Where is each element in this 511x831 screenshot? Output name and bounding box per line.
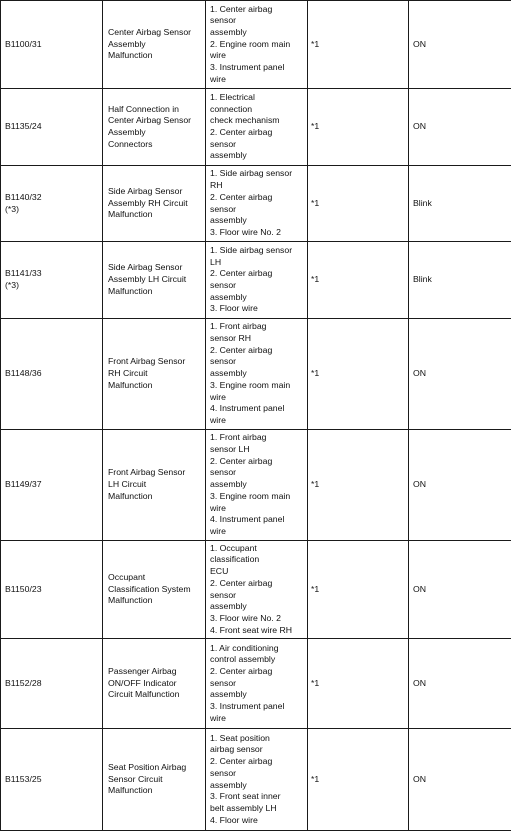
trouble-area-line: 2. Center airbag — [210, 577, 273, 588]
trouble-area-line: sensor — [210, 138, 237, 149]
detection-item-line: Malfunction — [108, 285, 153, 296]
trouble-area-line: 2. Center airbag — [210, 344, 273, 355]
trouble-area-line: 2. Center airbag — [210, 268, 273, 279]
trouble-area-line: 1. Front airbag — [210, 432, 267, 443]
trouble-area-line: assembly — [210, 689, 247, 700]
trouble-areas-cell — [206, 319, 308, 430]
trouble-area-line: belt assembly LH — [210, 802, 277, 813]
trouble-area-line: LH — [210, 256, 222, 267]
trouble-areas-cell — [206, 639, 308, 729]
trouble-area-line: airbag sensor — [210, 744, 263, 755]
trouble-area-line: sensor — [210, 15, 237, 26]
trouble-area-line: assembly — [210, 479, 247, 490]
detection-item-cell — [103, 1, 206, 89]
table-row — [1, 319, 511, 430]
trouble-area-line: 3. Front seat inner — [210, 791, 281, 802]
trouble-area-line: 3. Floor wire No. 2 — [210, 226, 281, 237]
memory-cell: *1 — [308, 166, 409, 242]
trouble-area-line: 1. Occupant — [210, 542, 257, 553]
detection-item-cell — [103, 166, 206, 242]
table-row — [1, 242, 511, 319]
trouble-area-line: 2. Center airbag — [210, 455, 273, 466]
detection-item-line: Malfunction — [108, 785, 153, 796]
trouble-area-line: wire — [210, 502, 226, 513]
detection-item-cell — [103, 541, 206, 639]
warning-light-cell: ON — [409, 1, 511, 89]
trouble-areas-cell — [206, 166, 308, 242]
dtc-code-cell — [1, 166, 103, 242]
dtc-code-cell — [1, 319, 103, 430]
detection-item-line: Center Airbag Sensor — [108, 26, 192, 37]
detection-item-cell — [103, 430, 206, 541]
dtc-code-line: B1135/24 — [5, 121, 42, 132]
detection-item-line: Half Connection in — [108, 103, 179, 114]
memory-cell: *1 — [308, 89, 409, 166]
detection-item-line: Occupant — [108, 571, 146, 582]
memory-cell: *1 — [308, 1, 409, 89]
trouble-area-line: 2. Center airbag — [210, 756, 273, 767]
dtc-code-line: B1149/37 — [5, 479, 42, 490]
detection-item-line: Assembly RH Circuit — [108, 197, 188, 208]
trouble-area-line: wire — [210, 73, 226, 84]
dtc-code-cell — [1, 430, 103, 541]
trouble-areas-cell — [206, 541, 308, 639]
detection-item-line: Malfunction — [108, 379, 153, 390]
memory-cell: *1 — [308, 541, 409, 639]
trouble-area-line: 1. Front airbag — [210, 321, 267, 332]
detection-item-line: Assembly — [108, 38, 146, 49]
trouble-area-line: 2. Center airbag — [210, 127, 273, 137]
trouble-area-line: sensor — [210, 356, 237, 367]
dtc-code-line: B1152/28 — [5, 677, 42, 688]
trouble-area-line: 2. Center airbag — [210, 191, 273, 202]
dtc-code-cell — [1, 1, 103, 89]
detection-item-line: Malfunction — [108, 50, 153, 61]
detection-item-line: Malfunction — [108, 595, 153, 606]
trouble-area-line: 1. Electrical — [210, 91, 255, 102]
trouble-area-line: 4. Instrument panel — [210, 514, 285, 525]
dtc-code-cell — [1, 242, 103, 319]
trouble-area-line: sensor LH — [210, 444, 250, 455]
detection-item-line: Malfunction — [108, 490, 153, 501]
trouble-areas-cell — [206, 1, 308, 89]
trouble-area-line: 2. Engine room main — [210, 38, 291, 49]
trouble-areas-cell — [206, 430, 308, 541]
trouble-area-line: assembly — [210, 368, 247, 379]
table-row — [1, 729, 511, 831]
trouble-area-line: wire — [210, 414, 226, 425]
trouble-area-line: 4. Front seat wire RH — [210, 624, 293, 635]
trouble-area-line: 1. Side airbag sensor — [210, 168, 293, 179]
trouble-area-line: assembly — [210, 26, 247, 37]
trouble-areas-cell — [206, 89, 308, 166]
trouble-area-line: 1. Side airbag sensor — [210, 244, 293, 255]
detection-item-cell — [103, 89, 206, 166]
warning-light-cell: ON — [409, 89, 511, 166]
warning-light-cell: ON — [409, 729, 511, 831]
detection-item-line: Front Airbag Sensor — [108, 467, 186, 478]
detection-item-line: Malfunction — [108, 209, 153, 220]
detection-item-line: Classification System — [108, 583, 191, 594]
warning-light-cell: Blink — [409, 166, 511, 242]
dtc-code-cell — [1, 89, 103, 166]
trouble-area-line: control assembly — [210, 654, 276, 665]
trouble-area-line: wire — [210, 712, 226, 723]
detection-item-cell — [103, 639, 206, 729]
dtc-code-line: B1153/25 — [5, 773, 42, 784]
trouble-area-line: wire — [210, 50, 226, 61]
trouble-area-line: sensor — [210, 677, 237, 688]
memory-cell: *1 — [308, 729, 409, 831]
memory-cell: *1 — [308, 242, 409, 319]
detection-item-line: RH Circuit — [108, 368, 148, 379]
table-row — [1, 430, 511, 541]
trouble-area-line: assembly — [210, 601, 247, 612]
dtc-code-cell — [1, 639, 103, 729]
trouble-area-line: 4. Instrument panel — [210, 403, 285, 414]
trouble-area-line: sensor — [210, 767, 237, 778]
detection-item-cell — [103, 242, 206, 319]
trouble-area-line: 3. Engine room main — [210, 490, 291, 501]
dtc-code-line: (*3) — [5, 203, 19, 214]
trouble-area-line: 1. Center airbag — [210, 3, 273, 14]
trouble-area-line: 1. Seat position — [210, 732, 270, 743]
detection-item-cell — [103, 319, 206, 430]
dtc-code-line: B1148/36 — [5, 368, 42, 379]
trouble-area-line: 3. Floor wire No. 2 — [210, 612, 281, 623]
detection-item-line: Front Airbag Sensor — [108, 356, 186, 367]
warning-light-cell: ON — [409, 541, 511, 639]
trouble-area-line: sensor — [210, 280, 237, 290]
table-row — [1, 1, 511, 89]
dtc-code-cell — [1, 541, 103, 639]
trouble-area-line: assembly — [210, 779, 247, 790]
trouble-area-line: 3. Floor wire — [210, 303, 258, 314]
trouble-area-line: 4. Floor wire — [210, 814, 258, 825]
trouble-area-line: check mechanism — [210, 115, 280, 126]
dtc-table-body — [1, 1, 511, 831]
trouble-area-line: classification — [210, 554, 260, 565]
trouble-area-line: wire — [210, 391, 226, 402]
trouble-area-line: 3. Engine room main — [210, 379, 291, 390]
warning-light-cell: Blink — [409, 242, 511, 319]
trouble-area-line: sensor RH — [210, 333, 252, 344]
detection-item-line: ON/OFF Indicator — [108, 677, 177, 688]
table-row — [1, 541, 511, 639]
memory-cell: *1 — [308, 430, 409, 541]
warning-light-cell: ON — [409, 430, 511, 541]
dtc-code-line: B1141/33 — [5, 268, 42, 279]
detection-item-line: Passenger Airbag — [108, 665, 177, 676]
trouble-area-line: assembly — [210, 150, 247, 161]
trouble-area-line: sensor — [210, 203, 237, 214]
warning-light-cell: ON — [409, 639, 511, 729]
trouble-area-line: 3. Instrument panel — [210, 701, 285, 712]
detection-item-line: Circuit Malfunction — [108, 689, 180, 700]
trouble-area-line: 2. Center airbag — [210, 665, 273, 676]
detection-item-line: Connectors — [108, 138, 153, 149]
detection-item-line: Side Airbag Sensor — [108, 185, 183, 196]
trouble-area-line: assembly — [210, 291, 247, 302]
trouble-area-line: sensor — [210, 589, 237, 600]
detection-item-cell — [103, 729, 206, 831]
trouble-area-line: 1. Air conditioning — [210, 642, 279, 653]
detection-item-line: Sensor Circuit — [108, 773, 163, 784]
table-row — [1, 89, 511, 166]
detection-item-line: Seat Position Airbag — [108, 761, 187, 772]
dtc-code-cell — [1, 729, 103, 831]
detection-item-line: Center Airbag Sensor — [108, 115, 192, 126]
detection-item-line: LH Circuit — [108, 479, 147, 490]
detection-item-line: Assembly LH Circuit — [108, 274, 187, 285]
trouble-area-line: wire — [210, 525, 226, 536]
trouble-areas-cell — [206, 242, 308, 319]
table-row — [1, 639, 511, 729]
trouble-area-line: connection — [210, 103, 253, 114]
trouble-area-line: assembly — [210, 215, 247, 226]
memory-cell: *1 — [308, 639, 409, 729]
memory-cell: *1 — [308, 319, 409, 430]
trouble-area-line: ECU — [210, 566, 229, 577]
dtc-code-line: B1140/32 — [5, 191, 42, 202]
dtc-code-line: (*3) — [5, 280, 19, 290]
table-row — [1, 166, 511, 242]
detection-item-line: Assembly — [108, 127, 146, 137]
dtc-code-line: B1150/23 — [5, 583, 42, 594]
trouble-area-line: RH — [210, 180, 223, 191]
detection-item-line: Side Airbag Sensor — [108, 262, 183, 273]
warning-light-cell: ON — [409, 319, 511, 430]
trouble-area-line: 3. Instrument panel — [210, 62, 285, 73]
dtc-code-line: B1100/31 — [5, 38, 42, 49]
trouble-area-line: sensor — [210, 467, 237, 478]
trouble-areas-cell — [206, 729, 308, 831]
